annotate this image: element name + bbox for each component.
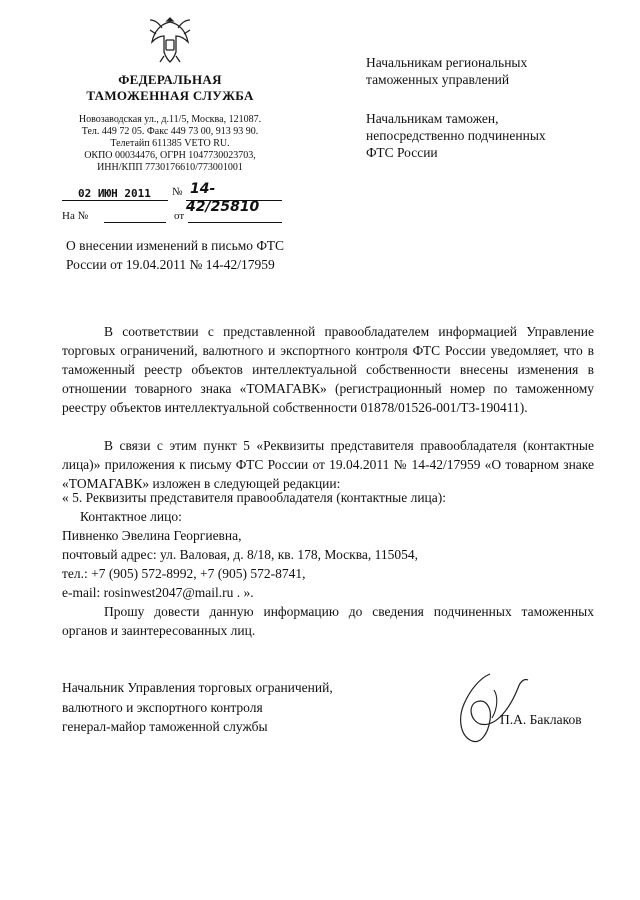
- org-phones: Тел. 449 72 05. Факс 449 73 00, 913 93 90.: [81, 126, 259, 137]
- number-field: [186, 180, 282, 215]
- reply-label: На №: [62, 210, 89, 222]
- quote-line-4: почтовый адрес: ул. Валовая, д. 8/18, кв. 178, Москва, 115054,: [62, 547, 419, 562]
- quote-line-3: Пивненко Эвелина Георгиевна,: [62, 528, 242, 543]
- from-label: от: [174, 210, 185, 222]
- signatory-title: [62, 678, 333, 737]
- org-name-line1: ФЕДЕРАЛЬНАЯ: [118, 72, 222, 87]
- signatory-title-line1: Начальник Управления торговых ограничений,: [62, 680, 333, 695]
- paragraph-2: В связи с этим пункт 5 «Реквизиты представителя правообладателя (контактные лица)» приложения к письму ФТС России от 19.04.2011 № 14-42/17959 «О товарном знаке «ТОМАГАВК» изложен в следующей редакции:: [62, 438, 594, 491]
- quote-line-6: e-mail: rosinwest2047@mail.ru . ».: [62, 585, 254, 600]
- number-label: №: [172, 186, 183, 198]
- paragraph-3: Прошу довести данную информацию до сведения подчиненных таможенных органов и заинтересованных лиц.: [62, 604, 594, 638]
- org-name-line2: ТАМОЖЕННАЯ СЛУЖБА: [86, 88, 254, 103]
- subject-line2: России от 19.04.2011 № 14-42/17959: [66, 257, 275, 272]
- org-inn: ИНН/КПП 7730176610/773001001: [97, 162, 243, 173]
- org-address: Новозаводская ул., д.11/5, Москва, 121087.: [78, 114, 262, 125]
- signatory-title-line2: валютного и экспортного контроля: [62, 699, 263, 715]
- quote-line-2: Контактное лицо:: [80, 509, 182, 524]
- from-date-blank: [188, 222, 282, 223]
- quote-line-5: тел.: +7 (905) 572-8992, +7 (905) 572-8741,: [62, 566, 306, 581]
- quote-line-1: « 5. Реквизиты представителя правообладателя (контактные лица):: [62, 490, 447, 505]
- coat-of-arms-emblem: [146, 12, 194, 68]
- addressee-line2: таможенных управлений: [366, 72, 510, 87]
- signatory-name: П.А. Баклаков: [500, 712, 582, 727]
- date-field: [62, 184, 168, 201]
- subject: [66, 236, 336, 274]
- paragraph-1: В соответствии с представленной правообладателем информацией Управление торговых ограничений, валютного и экспортного контроля ФТС России уведомляет, что в таможенный реестр объектов интеллектуальной собственности внесены изменения в отношении товарного знака «ТОМАГАВК» (регистрационный номер по таможенному реестру объектов интеллектуальной собственности 01878/01526-001/ТЗ-190411).: [62, 324, 594, 415]
- addressee-line5: ФТС России: [366, 145, 438, 160]
- signatory-title-line3: генерал-майор таможенной службы: [62, 719, 268, 734]
- number-value: 14-42/25810: [186, 181, 260, 215]
- org-teletype: Телетайп 611385 VETO RU.: [110, 138, 230, 149]
- handwritten-signature: [440, 668, 530, 748]
- subject-line1: О внесении изменений в письмо ФТС: [66, 238, 285, 253]
- date-value: 02 ИЮН 2011: [78, 187, 151, 200]
- addressee-line1: Начальникам региональных: [366, 55, 528, 70]
- reply-number-blank: [104, 222, 166, 223]
- addressee-line4: непосредственно подчиненных: [366, 128, 546, 143]
- addressee-line3: Начальникам таможен,: [366, 111, 499, 126]
- org-okpo: ОКПО 00034476, ОГРН 1047730023703,: [84, 150, 256, 161]
